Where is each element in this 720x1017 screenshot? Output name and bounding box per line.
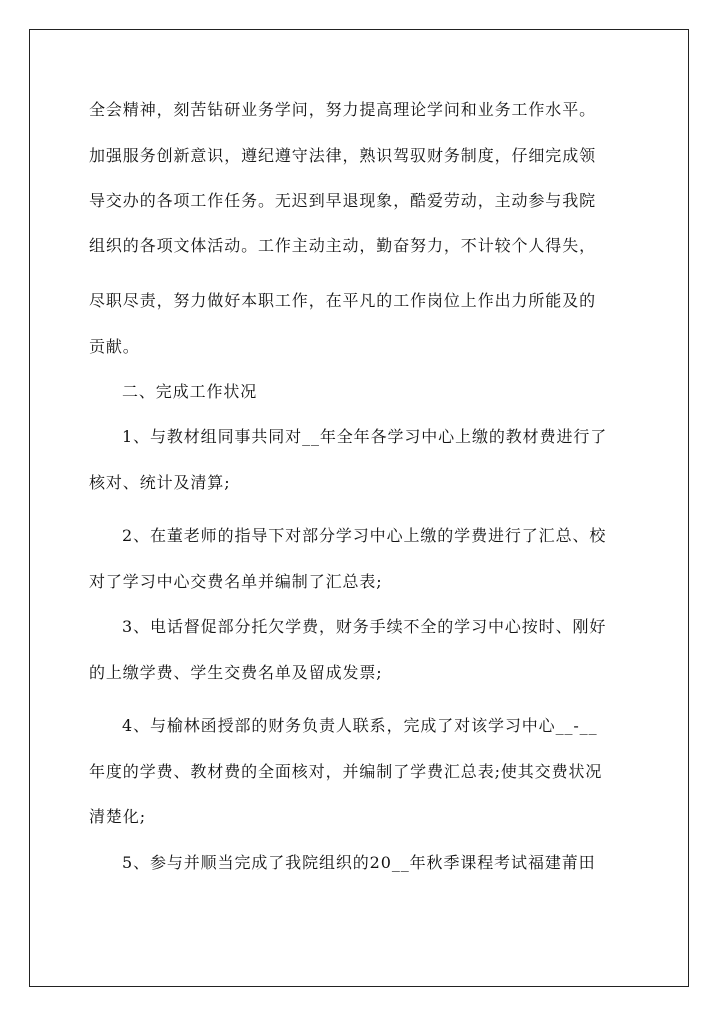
text-line: 3、电话督促部分托欠学费，财务手续不全的学习中心按时、刚好	[122, 617, 607, 636]
text-line: 加强服务创新意识，遵纪遵守法律，熟识驾驭财务制度，仔细完成领	[89, 146, 597, 165]
text-line: 全会精神，刻苦钻研业务学问，努力提高理论学问和业务工作水平。	[89, 100, 597, 119]
text-line: 年度的学费、教材费的全面核对，并编制了学费汇总表;使其交费状况	[89, 762, 603, 781]
text-line: 2、在董老师的指导下对部分学习中心上缴的学费进行了汇总、校	[122, 526, 607, 545]
text-line: 核对、统计及清算;	[89, 473, 231, 492]
text-line: 对了学习中心交费名单并编制了汇总表;	[89, 572, 383, 591]
text-line: 4、与榆林函授部的财务负责人联系，完成了对该学习中心__-__	[122, 716, 598, 735]
section-heading: 二、完成工作状况	[122, 382, 258, 401]
text-line: 组织的各项文体活动。工作主动主动，勤奋努力，不计较个人得失，	[89, 236, 597, 255]
text-line: 1、与教材组同事共同对__年全年各学习中心上缴的教材费进行了	[122, 427, 608, 446]
text-line: 清楚化;	[89, 807, 146, 826]
text-line: 5、参与并顺当完成了我院组织的20__年秋季课程考试福建莆田	[122, 853, 596, 872]
text-line: 的上缴学费、学生交费名单及留成发票;	[89, 663, 383, 682]
text-line: 导交办的各项工作任务。无迟到早退现象，酷爱劳动，主动参与我院	[89, 191, 597, 210]
text-line: 贡献。	[89, 337, 140, 356]
text-line: 尽职尽责，努力做好本职工作，在平凡的工作岗位上作出力所能及的	[89, 291, 597, 310]
page-border	[29, 29, 689, 987]
